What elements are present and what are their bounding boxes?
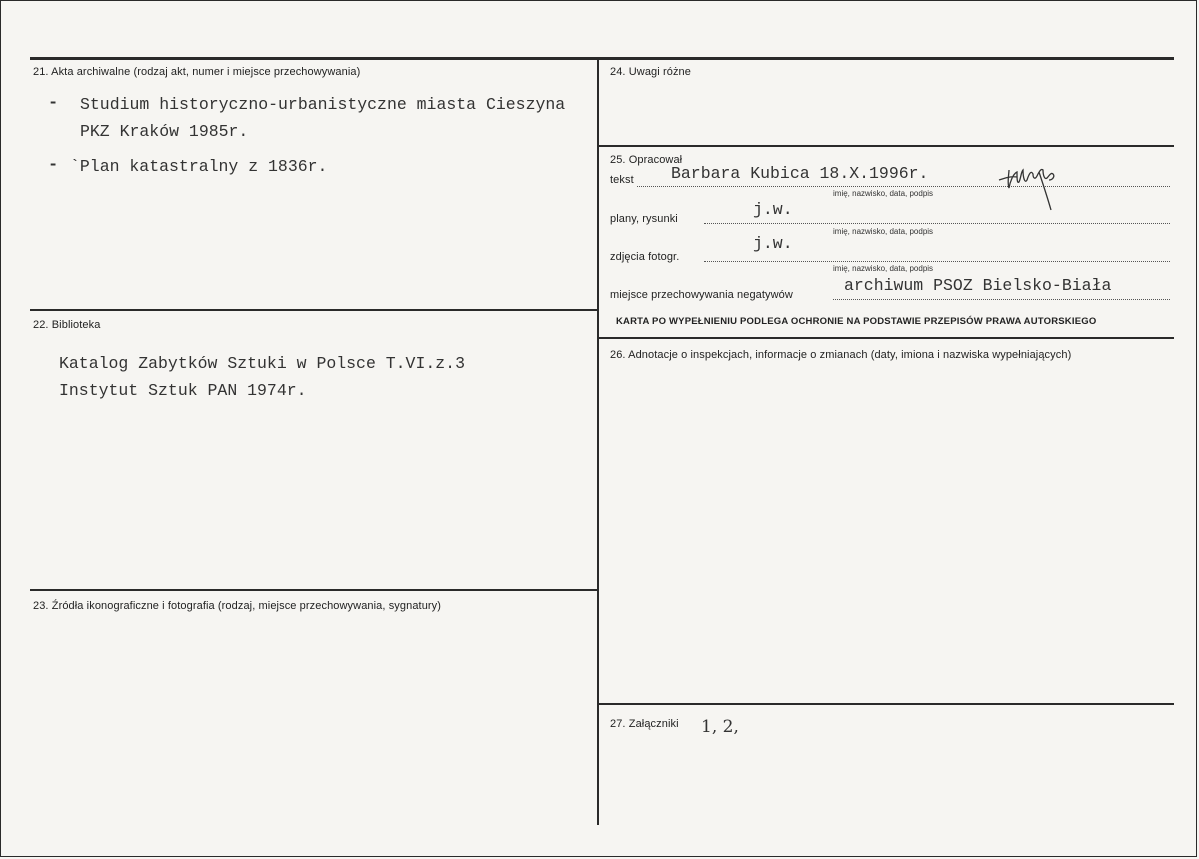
zdjecia-dotted-line [704, 261, 1170, 262]
top-rule [30, 57, 1174, 60]
section-26-title: 26. Adnotacje o inspekcjach, informacje o zmianach (daty, imiona i nazwiska wypełniających) [610, 349, 1072, 361]
rule-left-22-23 [30, 589, 598, 591]
section-21-title: 21. Akta archiwalne (rodzaj akt, numer i miejsce przechowywania) [33, 66, 361, 78]
section-24-title: 24. Uwagi różne [610, 66, 691, 78]
section-27-title: 27. Załączniki [610, 718, 679, 730]
copyright-notice: KARTA PO WYPEŁNIENIU PODLEGA OCHRONIE NA PODSTAWIE PRZEPISÓW PRAWA AUTORSKIEGO [616, 316, 1097, 327]
rule-right-25-26 [598, 337, 1174, 339]
zdjecia-label: zdjęcia fotogr. [610, 251, 680, 263]
plany-dotted-line [704, 223, 1170, 224]
plany-value: j.w. [753, 200, 793, 219]
zdjecia-value: j.w. [753, 234, 793, 253]
negatywy-value: archiwum PSOZ Bielsko-Biała [844, 276, 1112, 295]
center-divider [597, 58, 599, 825]
rule-left-21-22 [30, 309, 598, 311]
tekst-value: Barbara Kubica 18.X.1996r. [671, 164, 929, 183]
signature-image [995, 158, 1065, 214]
rule-right-26-27 [598, 703, 1174, 705]
negatywy-dotted-line [833, 299, 1170, 300]
archive-entry-1-cont: PKZ Kraków 1985r. [80, 122, 249, 141]
zdjecia-hint: imię, nazwisko, data, podpis [833, 264, 934, 273]
attachments-value: 1, 2, [701, 717, 739, 737]
bullet-dash-1: - [48, 94, 59, 113]
bullet-dash-2: - [48, 156, 59, 175]
tekst-hint: imię, nazwisko, data, podpis [833, 189, 934, 198]
archive-entry-1: Studium historyczno-urbanistyczne miasta Cieszyna [80, 95, 566, 114]
section-23-title: 23. Źródła ikonograficzne i fotografia (rodzaj, miejsce przechowywania, sygnatury) [33, 600, 442, 612]
rule-right-24-25 [598, 145, 1174, 147]
library-entry-1: Katalog Zabytków Sztuki w Polsce T.VI.z.3 [59, 354, 465, 373]
tekst-dotted-line [637, 186, 1170, 187]
plany-label: plany, rysunki [610, 213, 678, 225]
section-22-title: 22. Biblioteka [33, 319, 101, 331]
library-entry-2: Instytut Sztuk PAN 1974r. [59, 381, 307, 400]
negatywy-label: miejsce przechowywania negatywów [610, 289, 793, 301]
archive-entry-2: `Plan katastralny z 1836r. [70, 157, 328, 176]
plany-hint: imię, nazwisko, data, podpis [833, 227, 934, 236]
section-25-title: 25. Opracował [610, 154, 683, 166]
tekst-label: tekst [610, 174, 634, 186]
